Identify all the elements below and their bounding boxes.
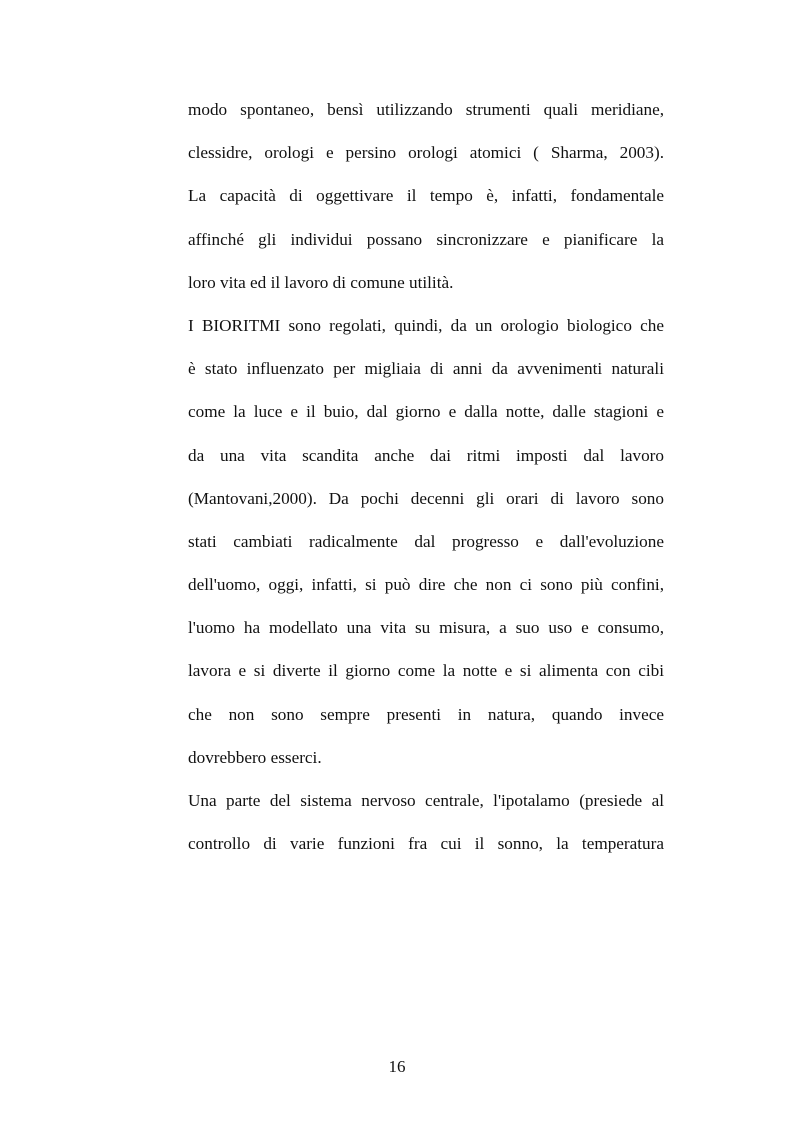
text-line: come la luce e il buio, dal giorno e dalla notte, dalle stagioni e — [188, 402, 664, 422]
text-line: clessidre, orologi e persino orologi atomici ( Sharma, 2003). — [188, 143, 664, 163]
text-line: Una parte del sistema nervoso centrale, l'ipotalamo (presiede al — [188, 791, 664, 810]
text-line: controllo di varie funzioni fra cui il sonno, la temperatura — [188, 834, 664, 854]
text-line: lavora e si diverte il giorno come la notte e si alimenta con cibi — [188, 661, 664, 681]
text-line: da una vita scandita anche dai ritmi imposti dal lavoro — [188, 445, 664, 465]
body-text — [188, 88, 664, 865]
text-line: che non sono sempre presenti in natura, quando invece — [188, 704, 664, 724]
page-number: 16 — [388, 1057, 406, 1076]
text-line: stati cambiati radicalmente dal progresso e dall'evoluzione — [188, 531, 664, 551]
text-line: I BIORITMI sono regolati, quindi, da un orologio biologico che — [188, 315, 664, 335]
text-line: loro vita ed il lavoro di comune utilità. — [188, 272, 454, 292]
text-line: l'uomo ha modellato una vita su misura, a suo uso e consumo, — [188, 618, 664, 638]
text-line: dovrebbero esserci. — [188, 747, 322, 767]
text-line: dell'uomo, oggi, infatti, si può dire che non ci sono più confini, — [188, 575, 664, 595]
text-line: è stato influenzato per migliaia di anni da avvenimenti naturali — [188, 359, 664, 379]
text-line: affinché gli individui possano sincronizzare e pianificare la — [188, 229, 664, 249]
text-line: La capacità di oggettivare il tempo è, infatti, fondamentale — [188, 186, 664, 206]
text-line: modo spontaneo, bensì utilizzando strumenti quali meridiane, — [188, 100, 664, 119]
text-line: (Mantovani,2000). Da pochi decenni gli orari di lavoro sono — [188, 488, 664, 508]
